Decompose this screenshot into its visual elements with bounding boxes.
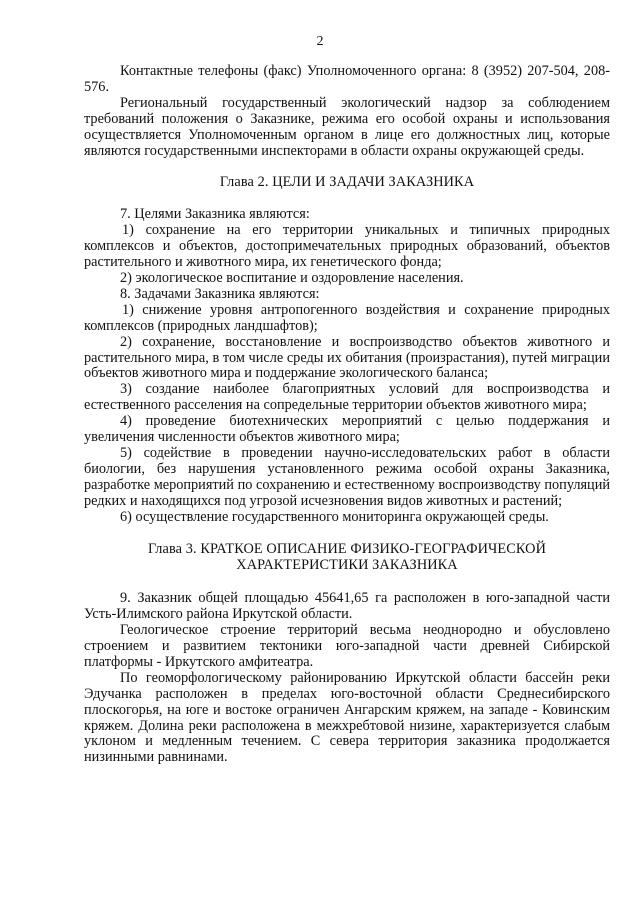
contacts-paragraph: Контактные телефоны (факс) Уполномоченного органа: 8 (3952) 207-504, 208-576. <box>84 63 610 95</box>
task-item: 5) содействие в проведении научно-исследовательских работ в области биологии, без нарушения установленного режима особой охраны Заказника, разработке мероприятий по сохранению и естественному воспроизводству популяций редких и находящихся под угрозой исчезновения видов животных и растений; <box>84 444 610 509</box>
task-item: 3) создание наиболее благоприятных условий для воспроизводства и естественного расселения на сопредельные территории объектов животного мира; <box>84 381 610 414</box>
geology-paragraph: Геологическое строение территорий весьма неоднородно и обусловлено строением и развитием тектоники юго-западной части древней Сибирской платформы - Иркутского амфитеатра. <box>84 622 610 670</box>
task-item: 1) снижение уровня антропогенного воздействия и сохранение природных комплексов (природных ландшафтов); <box>84 301 610 334</box>
chapter-2-heading: Глава 2. ЦЕЛИ И ЗАДАЧИ ЗАКАЗНИКА <box>219 174 475 191</box>
chapter-3-heading <box>84 542 610 574</box>
chapter-3-heading-line1: Глава 3. КРАТКОЕ ОПИСАНИЕ ФИЗИКО-ГЕОГРАФИЧЕСКОЙ <box>147 541 546 558</box>
area-paragraph: 9. Заказник общей площадью 45641,65 га расположен в юго-западной части Усть-Илимского района Иркутской области. <box>84 590 610 623</box>
tasks-intro: 8. Задачами Заказника являются: <box>120 285 320 302</box>
goal-item: 1) сохранение на его территории уникальных и типичных природных комплексов и объектов, достопримечательных природных образований, объектов растительного и животного мира, их генетического фонда; <box>84 222 610 271</box>
geomorphology-paragraph: По геоморфологическому районированию Иркутской области бассейн реки Эдучанка расположен в пределах юго-восточной области Среднесибирского плоскогорья, на юге и востоке ограничен Ангарским кряжем, на западе - Ковинским кряжем. Долина реки расположена в межхребтовой низине, характеризуется слабым уклоном и медленным течением. С севера территория заказника продолжается низинными равнинами. <box>84 669 610 766</box>
task-item: 6) осуществление государственного мониторинга окружающей среды. <box>120 508 549 525</box>
chapter-3-heading-line2: ХАРАКТЕРИСТИКИ ЗАКАЗНИКА <box>236 557 458 574</box>
goal-item: 2) экологическое воспитание и оздоровление населения. <box>120 269 464 286</box>
task-item: 2) сохранение, восстановление и воспроизводство объектов животного и растительного мира, в том числе среды их обитания (произрастания), путей миграции объектов животного мира и поддержание экологического баланса; <box>84 333 610 382</box>
goals-intro: 7. Целями Заказника являются: <box>120 206 310 223</box>
task-item: 4) проведение биотехнических мероприятий с целью поддержания и увеличения численности объектов животного мира; <box>84 413 610 446</box>
page-number: 2 <box>316 34 324 49</box>
supervision-paragraph: Региональный государственный экологический надзор за соблюдением требований положения о Заказнике, режима его особой охраны и использования осуществляется Уполномоченным органом в лице его должностных лиц, которые являются государственными инспекторами в области охраны окружающей среды. <box>84 94 610 159</box>
document-body <box>84 64 610 766</box>
